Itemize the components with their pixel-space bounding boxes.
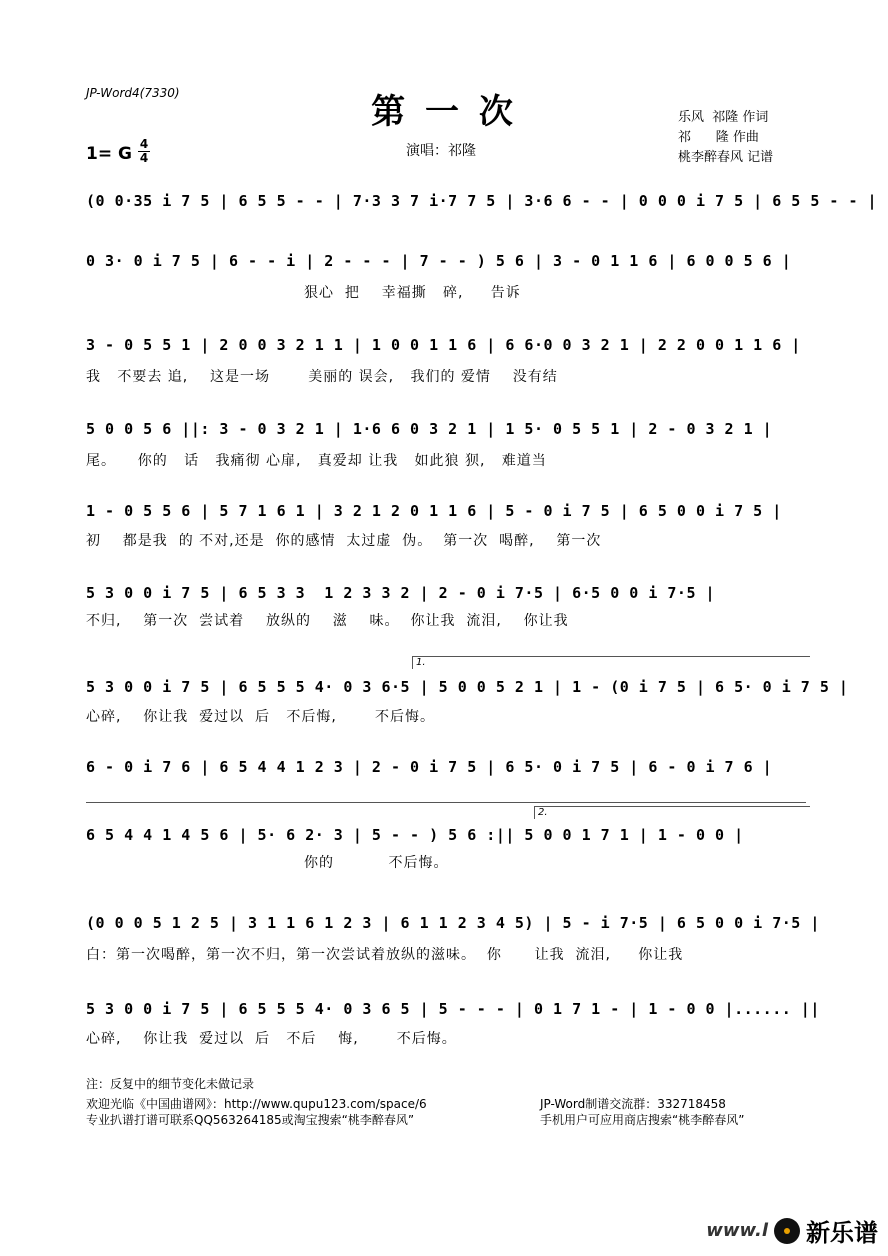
song-title: 第 一 次 <box>371 92 517 132</box>
score-system-2: 0 3· 0 i 7 5 | 6 - - i | 2 - - - | 7 - - ) 5 6 | 3 - 0 1 1 6 | 6 0 0 5 6 | <box>86 252 792 270</box>
footer-note: 注：反复中的细节变化未做记录 <box>86 1077 255 1091</box>
time-sig-bottom: 4 <box>139 151 149 165</box>
repeat-divider-line <box>86 802 806 803</box>
footer-contact: 专业扒谱打谱可联系QQ563264185或淘宝搜索“桃李醉春风” <box>86 1113 415 1127</box>
brand-watermark <box>706 1213 878 1248</box>
brand-url: www.l <box>706 1220 768 1241</box>
record-disc-icon <box>774 1218 800 1244</box>
volta-bracket-2: 2. <box>534 806 810 819</box>
score-system-5: 1 - 0 5 5 6 | 5 7 1 6 1 | 3 2 1 2 0 1 1 6 | 5 - 0 i 7 5 | 6 5 0 0 i 7 5 | <box>86 502 782 520</box>
lyrics-line-6: 不归, 第一次 尝试着 放纵的 滋 味。 你让我 流泪, 你让我 <box>86 613 569 629</box>
volta-bracket-1: 1. <box>412 656 810 669</box>
lyrics-line-5: 初 都是我 的 不对,还是 你的感情 太过虚 伪。 第一次 喝醉, 第一次 <box>86 533 602 549</box>
lyrics-line-9: 你的 不后悔。 <box>86 855 449 871</box>
score-system-1: (0 0·35 i 7 5 | 6 5 5 - - | 7·3 3 7 i·7 7 5 | 3·6 6 - - | 0 0 0 i 7 5 | 6 5 5 - - | <box>86 192 878 210</box>
score-system-9: 6 5 4 4 1 4 5 6 | 5· 6 2· 3 | 5 - - ) 5 6 :|| 5 0 0 1 7 1 | 1 - 0 0 | <box>86 826 744 844</box>
lyrics-line-10: 白：第一次喝醉，第一次不归，第一次尝试着放纵的滋味。 你 让我 流泪, 你让我 <box>86 947 684 963</box>
key-signature: 1= G <box>86 144 132 164</box>
score-system-4: 5 0 0 5 6 ||: 3 - 0 3 2 1 | 1·6 6 0 3 2 1 | 1 5· 0 5 5 1 | 2 - 0 3 2 1 | <box>86 420 773 438</box>
lyrics-line-3: 我 不要去 追, 这是一场 美丽的 误会, 我们的 爱情 没有结 <box>86 369 558 385</box>
score-system-6: 5 3 0 0 i 7 5 | 6 5 3 3 1 2 3 3 2 | 2 - 0 i 7·5 | 6·5 0 0 i 7·5 | <box>86 584 716 602</box>
score-system-8: 6 - 0 i 7 6 | 6 5 4 4 1 2 3 | 2 - 0 i 7 5 | 6 5· 0 i 7 5 | 6 - 0 i 7 6 | <box>86 758 773 776</box>
time-sig-top: 4 <box>139 137 149 151</box>
credit-composer: 祁 隆 作曲 <box>678 130 759 145</box>
score-system-10: (0 0 0 5 1 2 5 | 3 1 1 6 1 2 3 | 6 1 1 2 3 4 5) | 5 - i 7·5 | 6 5 0 0 i 7·5 | <box>86 914 820 932</box>
footer-app: 手机用户可应用商店搜索“桃李醉春风” <box>540 1113 745 1127</box>
lyrics-line-11: 心碎, 你让我 爱过以 后 不后 悔, 不后悔。 <box>86 1031 457 1047</box>
lyrics-line-7: 心碎, 你让我 爱过以 后 不后悔, 不后悔。 <box>86 709 436 725</box>
score-system-7: 5 3 0 0 i 7 5 | 6 5 5 5 4· 0 3 6·5 | 5 0 0 5 2 1 | 1 - (0 i 7 5 | 6 5· 0 i 7 5 | <box>86 678 849 696</box>
singer-label: 演唱：祁隆 <box>406 143 476 159</box>
footer-website: 欢迎光临《中国曲谱网》：http://www.qupu123.com/space/6 <box>86 1097 427 1111</box>
time-signature <box>138 138 150 165</box>
score-system-11: 5 3 0 0 i 7 5 | 6 5 5 5 4· 0 3 6 5 | 5 - - - | 0 1 7 1 - | 1 - 0 0 |...... || <box>86 1000 820 1018</box>
brand-name: 新乐谱 <box>806 1219 878 1247</box>
software-label: JP-Word4(7330) <box>86 86 180 100</box>
credits <box>678 108 773 168</box>
credit-lyricist: 乐风 祁隆 作词 <box>678 110 769 125</box>
credit-transcriber: 桃李醉春风 记谱 <box>678 150 774 165</box>
lyrics-line-2: 狠心 把 幸福撕 碎, 告诉 <box>86 285 521 301</box>
footer-group: JP-Word制谱交流群：332718458 <box>540 1097 726 1111</box>
score-system-3: 3 - 0 5 5 1 | 2 0 0 3 2 1 1 | 1 0 0 1 1 6 | 6 6·0 0 3 2 1 | 2 2 0 0 1 1 6 | <box>86 336 801 354</box>
lyrics-line-4: 尾。 你的 话 我痛彻 心扉, 真爱却 让我 如此狼 狈, 难道当 <box>86 453 547 469</box>
